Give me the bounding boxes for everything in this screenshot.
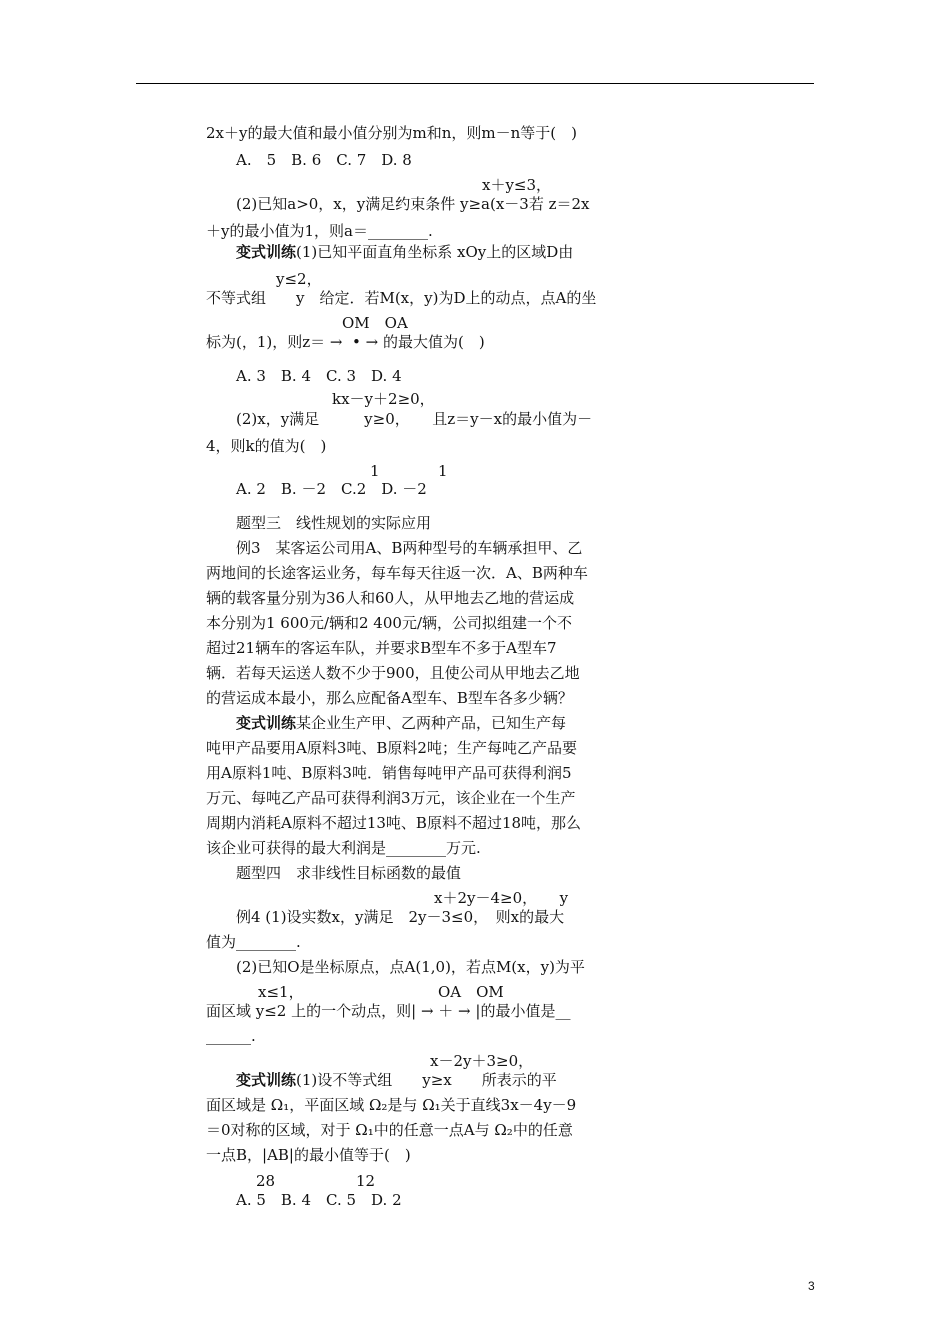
line-text: 面区域 y≤2 上的一个动点，则| → ＋ → |的最小值是__ <box>206 1002 571 1020</box>
text-line <box>342 314 408 332</box>
text-line <box>206 589 574 607</box>
line-text: 面区域是 Ω₁，平面区域 Ω₂是与 Ω₁关于直线3x－4y－9 <box>206 1096 577 1114</box>
bold-label: 变式训练 <box>236 714 297 732</box>
line-text: 两地间的长途客运业务，每车每天往返一次．A、B两种车 <box>206 564 588 582</box>
bold-label: 变式训练 <box>236 1071 297 1089</box>
text-line <box>206 564 588 582</box>
line-text: A. 2 B. －2 C.2 D. －2 <box>236 480 427 498</box>
text-line <box>206 789 576 807</box>
text-line <box>236 714 566 732</box>
text-line <box>206 1027 256 1045</box>
text-line <box>438 983 504 1001</box>
line-text: 题型三 线性规划的实际应用 <box>236 514 432 532</box>
text-line <box>370 462 380 480</box>
line-text: 值为________. <box>206 933 301 951</box>
text-line <box>482 176 551 194</box>
text-line <box>236 908 564 926</box>
line-text: x－2y＋3≥0， <box>430 1052 534 1070</box>
text-line <box>236 1071 557 1089</box>
line-text: OM OA <box>342 314 408 332</box>
text-line <box>276 270 322 288</box>
line-text: 题型四 求非线性目标函数的最值 <box>236 864 462 882</box>
text-line <box>206 839 481 857</box>
text-line <box>206 1121 573 1139</box>
line-text: ______. <box>206 1027 256 1045</box>
text-line <box>236 195 590 213</box>
line-text: A. 5 B. 4 C. 5 D. 2 <box>236 1191 402 1209</box>
text-line <box>236 480 427 498</box>
text-line <box>206 124 577 142</box>
line-text: 辆的载客量分别为36人和60人，从甲地去乙地的营运成 <box>206 589 575 607</box>
line-text: A. 5 B. 6 C. 7 D. 8 <box>236 151 412 169</box>
text-line <box>206 933 301 951</box>
line-text: ＋y的最小值为1，则a＝________. <box>206 222 433 240</box>
line-text: (2)已知a>0，x，y满足约束条件 y≥a(x－3若 z＝2x <box>236 195 590 213</box>
line-text: (2)已知O是坐标原点，点A(1,0)，若点M(x，y)为平 <box>236 958 585 976</box>
line-text: 某企业生产甲、乙两种产品，已知生产每 <box>296 714 567 732</box>
text-line <box>356 1172 375 1190</box>
text-line <box>206 333 485 351</box>
line-text: 例4 (1)设实数x，y满足 2y－3≤0， 则x的最大 <box>236 908 565 926</box>
text-line <box>236 410 592 428</box>
text-line <box>206 664 580 682</box>
text-line <box>438 462 448 480</box>
line-text: x＋y≤3， <box>482 176 552 194</box>
text-line <box>206 222 433 240</box>
line-text: 2x＋y的最大值和最小值分别为m和n，则m－n等于( ) <box>206 124 577 142</box>
text-line <box>206 689 573 707</box>
text-line <box>236 958 585 976</box>
text-line <box>236 151 412 169</box>
text-line <box>236 367 402 385</box>
text-line <box>258 983 304 1001</box>
line-text: 本分别为1 600元/辆和2 400元/辆，公司拟组建一个不 <box>206 614 572 632</box>
line-text: 的营运成本最小，那么应配备A型车、B型车各多少辆？ <box>206 689 573 707</box>
text-line <box>206 437 326 455</box>
line-text: 例3 某客运公司用A、B两种型号的车辆承担甲、乙 <box>236 539 583 557</box>
text-line <box>236 864 461 882</box>
text-line <box>236 514 431 532</box>
line-text: 4，则k的值为( ) <box>206 437 327 455</box>
text-line <box>256 1172 275 1190</box>
text-line <box>206 614 572 632</box>
text-line <box>206 1002 570 1020</box>
line-text: 超过21辆车的客运车队，并要求B型车不多于A型车7 <box>206 639 557 657</box>
text-line <box>206 639 557 657</box>
line-text: 一点B，|AB|的最小值等于( ) <box>206 1146 411 1164</box>
bold-label: 变式训练 <box>236 243 297 261</box>
line-text: ＝0对称的区域，对于 Ω₁中的任意一点A与 Ω₂中的任意 <box>206 1121 573 1139</box>
line-text: 用A原料1吨、B原料3吨．销售每吨甲产品可获得利润5 <box>206 764 572 782</box>
line-text: 不等式组 y 给定．若M(x，y)为D上的动点，点A的坐 <box>206 289 597 307</box>
text-line <box>206 764 572 782</box>
text-line <box>236 243 573 261</box>
line-text: (2)x，y满足 y≥0， 且z＝y－x的最小值为－ <box>236 410 593 428</box>
line-text: 万元、每吨乙产品可获得利润3万元，该企业在一个生产 <box>206 789 576 807</box>
line-text: (1)已知平面直角坐标系 xOy上的区域D由 <box>296 243 574 261</box>
line-text: (1)设不等式组 y≥x 所表示的平 <box>296 1071 557 1089</box>
line-text: 周期内消耗A原料不超过13吨、B原料不超过18吨，那么 <box>206 814 582 832</box>
text-line <box>236 1191 402 1209</box>
text-line <box>206 814 581 832</box>
text-line <box>236 539 582 557</box>
text-line <box>206 1146 411 1164</box>
line-text: A. 3 B. 4 C. 3 D. 4 <box>236 367 402 385</box>
line-text: 12 <box>356 1172 376 1190</box>
text-line <box>332 390 435 408</box>
text-line <box>430 1052 533 1070</box>
text-line <box>434 889 568 907</box>
line-text: 28 <box>256 1172 276 1190</box>
header-rule <box>136 83 814 84</box>
line-text: y≤2， <box>276 270 322 288</box>
line-text: 1 <box>370 462 380 480</box>
line-text: 1 <box>438 462 448 480</box>
line-text: x≤1， <box>258 983 304 1001</box>
line-text: kx－y＋2≥0， <box>332 390 435 408</box>
line-text: 该企业可获得的最大利润是________万元. <box>206 839 481 857</box>
line-text: x＋2y－4≥0， y <box>434 889 569 907</box>
page-number: 3 <box>808 1279 815 1293</box>
text-line <box>206 289 596 307</box>
text-line <box>206 1096 576 1114</box>
line-text: 吨甲产品要用A原料3吨、B原料2吨；生产每吨乙产品要 <box>206 739 577 757</box>
line-text: 标为(，1)，则z＝ → • → 的最大值为( ) <box>206 333 485 351</box>
text-line <box>206 739 577 757</box>
line-text: 辆．若每天运送人数不少于900，且使公司从甲地去乙地 <box>206 664 580 682</box>
line-text: OA OM <box>438 983 504 1001</box>
